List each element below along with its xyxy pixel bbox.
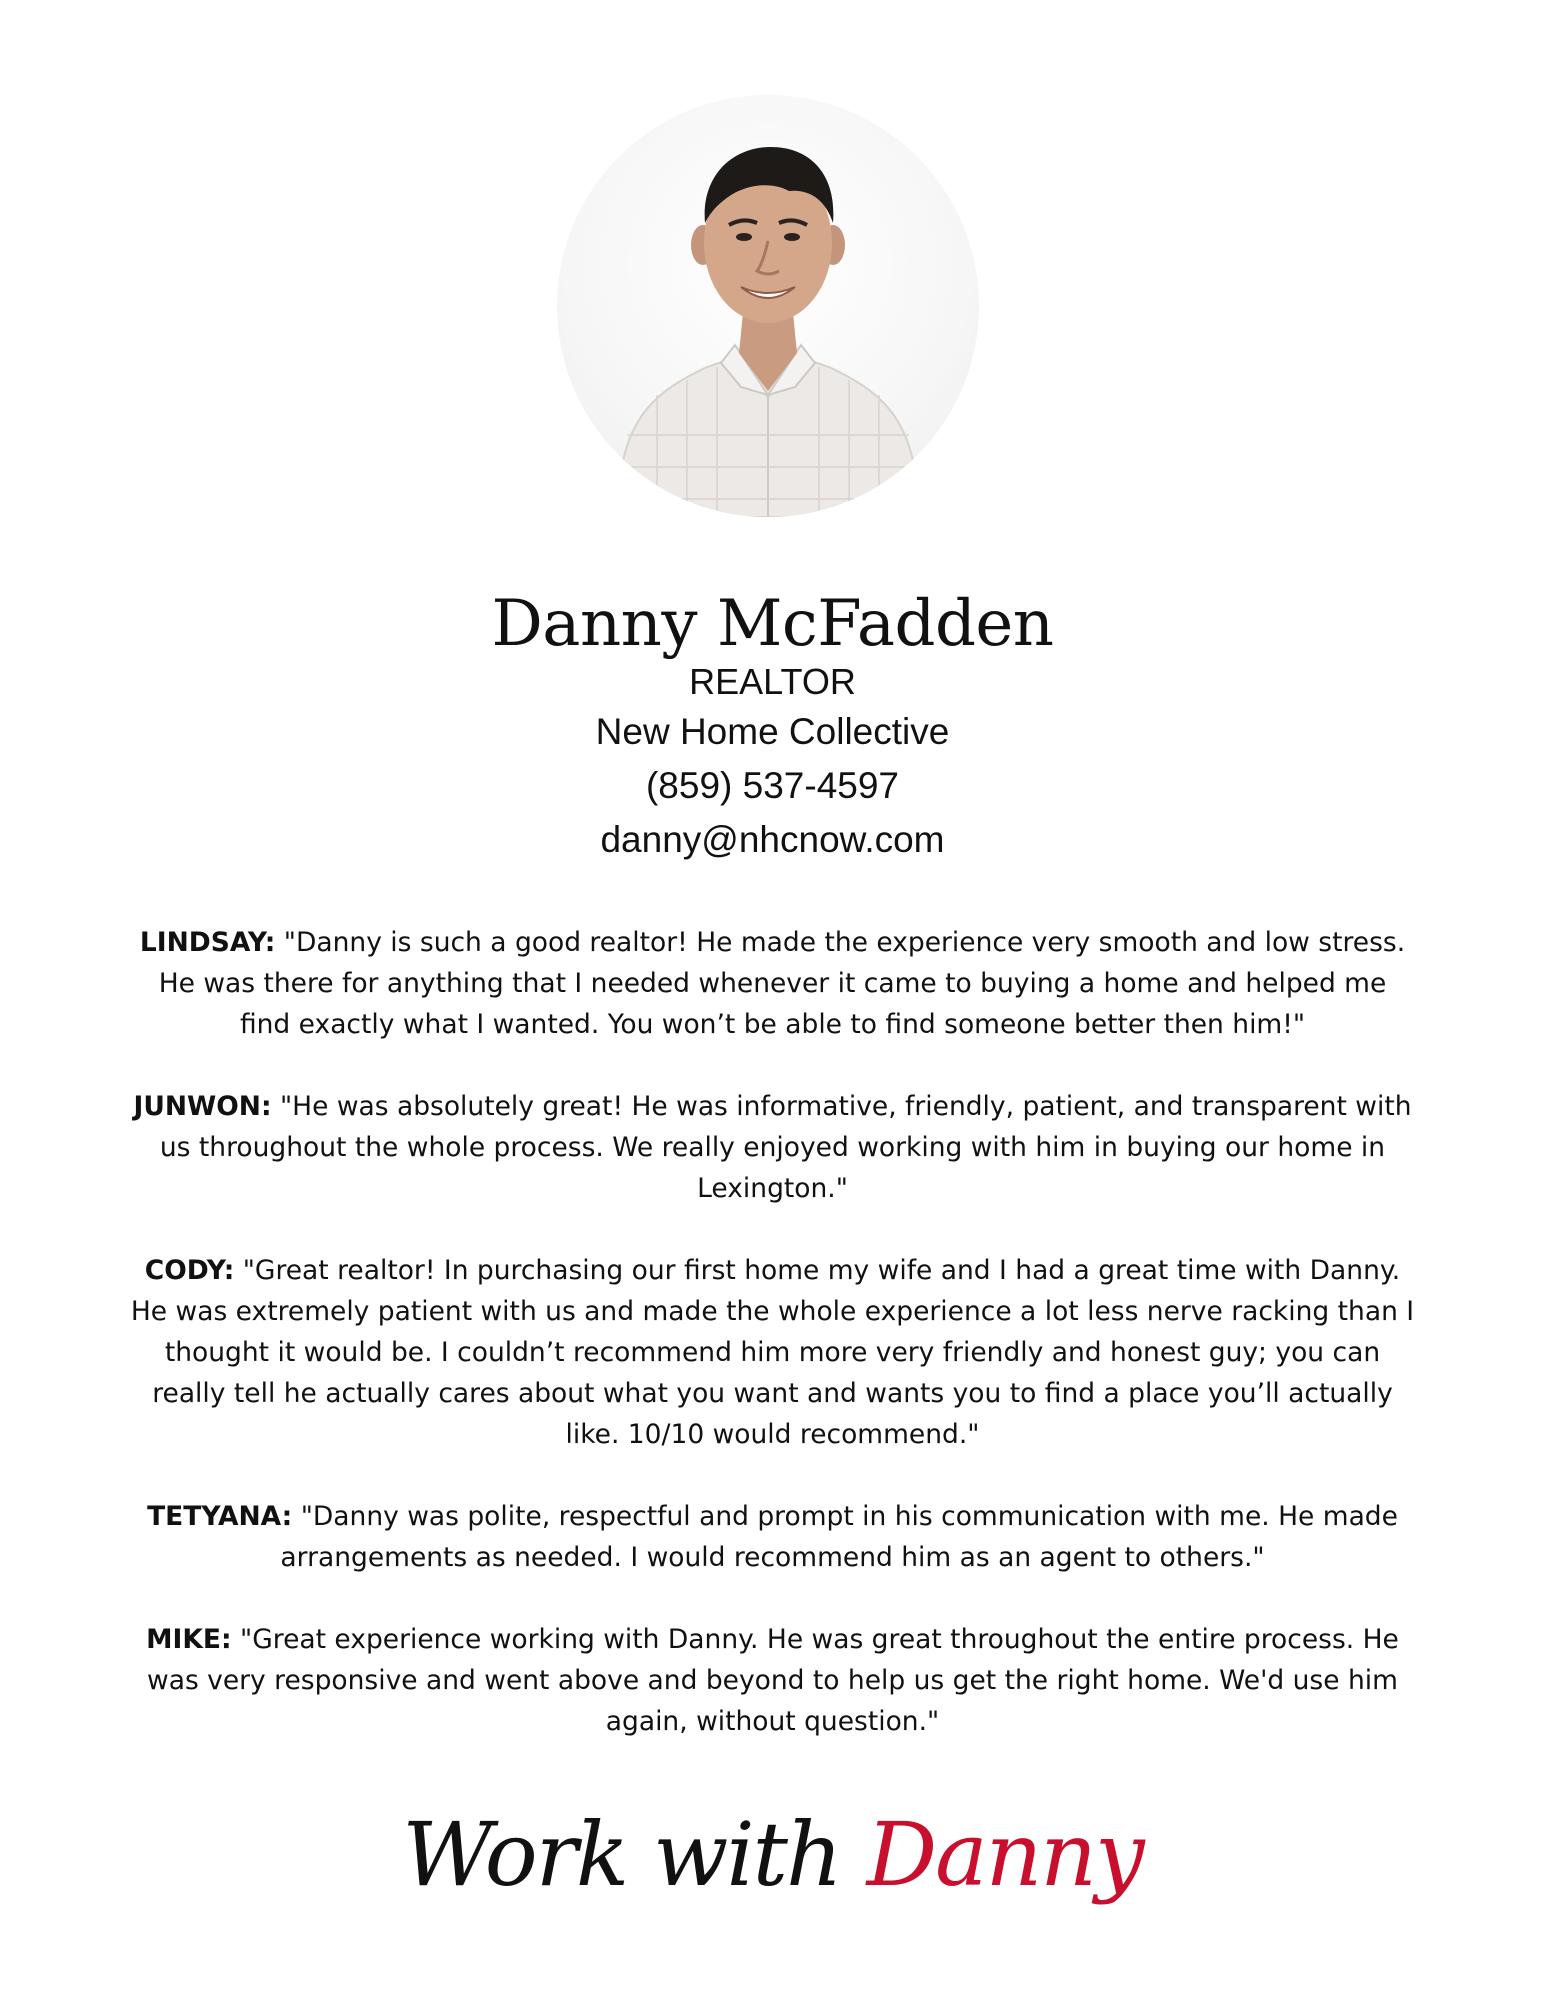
review-text: "He was absolutely great! He was informative, friendly, patient, and transparent with us throughout the whole process. We really enjoyed working with him in buying our home in Lexington." [159, 1091, 1412, 1204]
review-text: "Great experience working with Danny. He was great throughout the entire process. He was very responsive and went above and beyond to help us get the right home. We'd use him again, without question." [147, 1624, 1399, 1737]
profile-photo [557, 95, 979, 517]
reviewer-name: CODY: [144, 1255, 235, 1286]
review-item [130, 1619, 1415, 1742]
review-item [130, 1250, 1415, 1455]
reviewer-name: JUNWON: [133, 1091, 272, 1122]
review-item [130, 1086, 1415, 1209]
headshot-image [557, 95, 979, 517]
reviewer-name: TETYANA: [147, 1501, 293, 1532]
agent-title: REALTOR [689, 661, 856, 702]
email-address[interactable]: danny@nhcnow.com [600, 819, 945, 860]
review-text: "Danny is such a good realtor! He made the experience very smooth and low stress. He was there for anything that I needed whenever it came to buying a home and helped me find exactly what I wanted. You won’t be able to find someone better then him!" [158, 927, 1406, 1040]
company-name: New Home Collective [595, 711, 950, 752]
reviews-section [130, 922, 1415, 1783]
agent-name: Danny McFadden [491, 587, 1054, 661]
review-text: "Danny was polite, respectful and prompt in his communication with me. He made arrangements as needed. I would recommend him as an agent to others." [280, 1501, 1398, 1573]
cta-lead-text: Work with [402, 1803, 841, 1906]
agent-header [0, 585, 1545, 867]
review-item [130, 922, 1415, 1045]
reviewer-name: LINDSAY: [139, 927, 276, 958]
review-item [130, 1496, 1415, 1578]
call-to-action [0, 1800, 1545, 1910]
cta-accent-text: Danny [866, 1803, 1143, 1906]
review-text: "Great realtor! In purchasing our first home my wife and I had a great time with Danny. He was extremely patient with us and made the whole experience a lot less nerve racking than I thought it would be. I couldn’t recommend him more very friendly and honest guy; you can really tell he actually cares about what you want and wants you to find a place you’ll actually like. 10/10 would recommend." [130, 1255, 1415, 1450]
phone-number[interactable]: (859) 537-4597 [645, 765, 900, 806]
reviewer-name: MIKE: [146, 1624, 232, 1655]
